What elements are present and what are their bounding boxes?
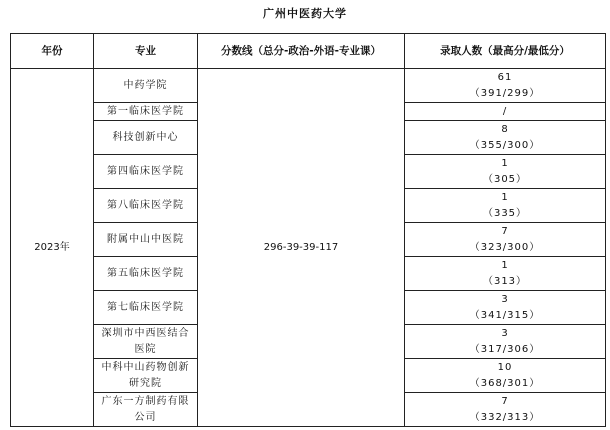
admitted-cell [405, 121, 606, 155]
admitted-cell [405, 257, 606, 291]
admitted-cell [405, 325, 606, 359]
major-cell: 广东一方制药有限公司 [94, 393, 198, 427]
admitted-cell [405, 223, 606, 257]
admitted-scores: （341/315） [469, 309, 541, 321]
admitted-cell [405, 359, 606, 393]
admitted-scores: （305） [482, 173, 528, 185]
header-year: 年份 [11, 34, 94, 69]
admitted-scores: （335） [482, 207, 528, 219]
major-cell: 第八临床医学院 [94, 189, 198, 223]
admitted-scores: （368/301） [469, 377, 541, 389]
major-cell: 深圳市中西医结合医院 [94, 325, 198, 359]
admitted-count: 1 [501, 259, 509, 271]
admitted-cell [405, 103, 606, 121]
admitted-count: 7 [501, 225, 509, 237]
admitted-count: 3 [501, 327, 509, 339]
table-row [11, 69, 606, 103]
admitted-count: 10 [497, 361, 513, 373]
header-row [11, 34, 606, 69]
admitted-count: 8 [501, 123, 509, 135]
major-cell: 中科中山药物创新研究院 [94, 359, 198, 393]
admitted-count: 3 [501, 293, 509, 305]
admitted-count: 1 [501, 191, 509, 203]
admission-table [10, 33, 606, 427]
major-cell: 第五临床医学院 [94, 257, 198, 291]
admitted-count: 1 [501, 157, 509, 169]
admitted-scores: （355/300） [469, 139, 541, 151]
admitted-cell [405, 189, 606, 223]
header-major: 专业 [94, 34, 198, 69]
admitted-scores: （323/300） [469, 241, 541, 253]
year-cell: 2023年 [11, 69, 94, 427]
admitted-scores: （317/306） [469, 343, 541, 355]
document-title: 广州中医药大学 [263, 7, 347, 20]
admitted-cell [405, 291, 606, 325]
admitted-cell [405, 155, 606, 189]
major-cell: 第七临床医学院 [94, 291, 198, 325]
major-cell: 中药学院 [94, 69, 198, 103]
admitted-scores: （332/313） [469, 411, 541, 423]
header-admitted: 录取人数（最高分/最低分） [405, 34, 606, 69]
major-cell: 附属中山中医院 [94, 223, 198, 257]
major-cell: 第一临床医学院 [94, 103, 198, 121]
major-cell: 第四临床医学院 [94, 155, 198, 189]
score-line-cell: 296-39-39-117 [198, 69, 405, 427]
header-score-line: 分数线（总分-政治-外语-专业课） [198, 34, 405, 69]
admitted-count: 61 [497, 71, 513, 83]
admitted-cell [405, 393, 606, 427]
admitted-cell [405, 69, 606, 103]
major-cell: 科技创新中心 [94, 121, 198, 155]
admitted-scores: （313） [482, 275, 528, 287]
admitted-scores: （391/299） [469, 87, 541, 99]
admitted-count: / [502, 105, 508, 117]
admitted-count: 7 [501, 395, 509, 407]
